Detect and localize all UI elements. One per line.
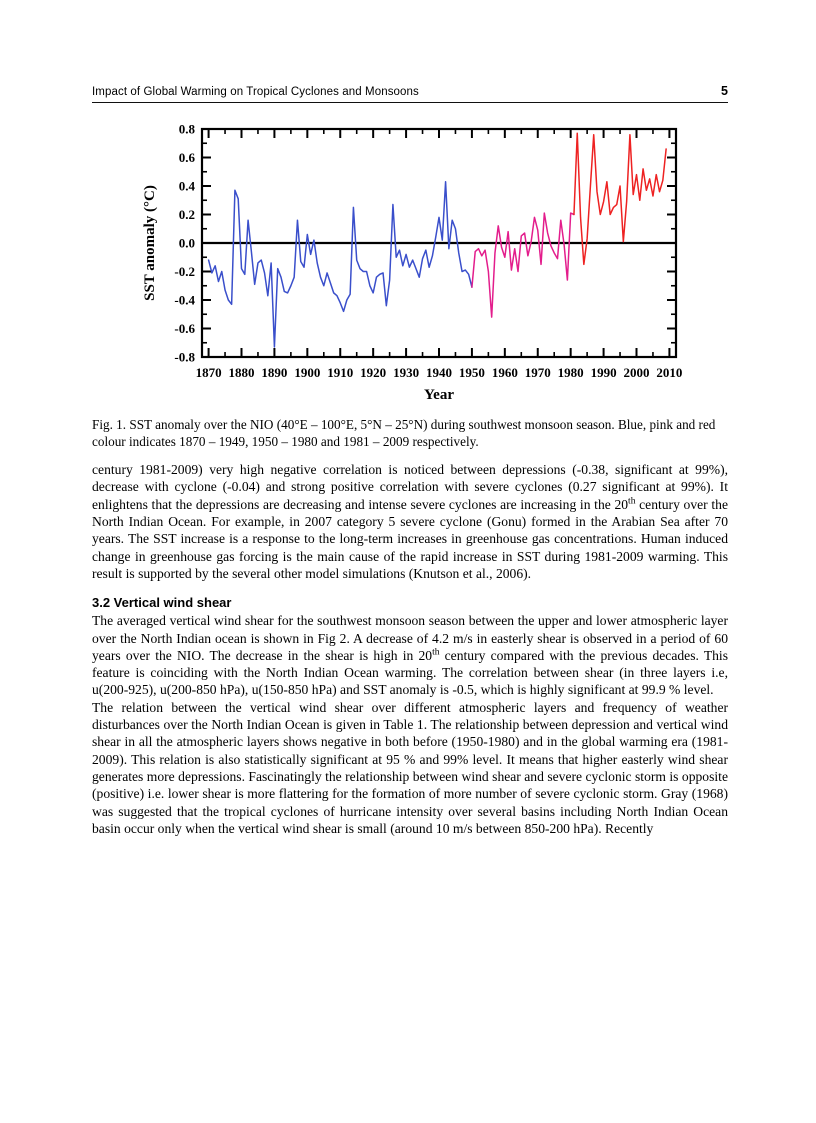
- x-tick-label: 1890: [261, 365, 288, 380]
- x-tick-label: 1880: [228, 365, 255, 380]
- paragraph-correlation: [92, 461, 728, 582]
- x-tick-label: 1960: [491, 365, 518, 380]
- y-tick-label: -0.6: [174, 321, 195, 337]
- ordinal-suffix-1: th: [628, 496, 636, 507]
- x-tick-label: 1940: [426, 365, 452, 380]
- running-header: [92, 84, 728, 103]
- y-tick-label: 0.2: [178, 207, 195, 223]
- paragraph-2-text-a: The averaged vertical wind shear for the southwest monsoon season between the upper and lower atmospheric layer over the North Indian ocean is shown in Fig 2. A decrease of 4.2 m/s in easterly shear is observed in a period of 60 years over the NIO. The decrease in the shear is high in 20: [92, 613, 728, 663]
- x-tick-label: 2000: [623, 365, 650, 380]
- header-title: Impact of Global Warming on Tropical Cyclones and Monsoons: [92, 86, 419, 98]
- y-tick-label: -0.4: [174, 292, 195, 308]
- page-number: 5: [720, 84, 728, 98]
- x-tick-label: 1990: [590, 365, 617, 380]
- figure-caption: Fig. 1. SST anomaly over the NIO (40°E – 100°E, 5°N – 25°N) during southwest monsoon season. Blue, pink and red colour indicates 1870 – 1949, 1950 – 1980 and 1981 – 2009 respectively.: [92, 417, 716, 449]
- x-tick-label: 1970: [524, 365, 551, 380]
- section-heading-vertical-wind-shear: 3.2 Vertical wind shear: [92, 595, 232, 611]
- sst-anomaly-chart: [130, 117, 690, 407]
- y-tick-label: 0.4: [178, 178, 195, 194]
- y-axis-title: SST anomaly (°C): [142, 185, 158, 301]
- ordinal-suffix-2: th: [432, 647, 440, 658]
- y-tick-label: -0.8: [174, 349, 195, 365]
- paragraph-1-text-b: century over the North Indian Ocean. For example, in 2007 category 5 severe cyclone (Gonu) formed in the Arabian Sea after 70 years. The SST increase is a response to the long-term increases in greenhouse gas concentrations. Human induced change in greenhouse gas forcing is the main cause of the rapid increase in SST during 1981-2009 warming. This result is supported by the several other model simulations (Knutson et al., 2006).: [92, 496, 728, 581]
- series-line-2: [472, 213, 574, 317]
- x-tick-label: 1980: [557, 365, 584, 380]
- x-tick-label: 1870: [195, 365, 222, 380]
- x-tick-label: 1900: [294, 365, 321, 380]
- figure-1: [92, 117, 728, 407]
- x-tick-label: 1930: [393, 365, 420, 380]
- x-axis-title: Year: [424, 387, 454, 403]
- x-tick-label: 1920: [360, 365, 387, 380]
- page-content: [92, 84, 728, 837]
- x-tick-label: 2010: [656, 365, 683, 380]
- paragraph-2-text-b: century compared with the previous decades. This feature is coinciding with the North Indian Ocean warming. The correlation between shear (in three layers i.e, u(200-925), u(200-850 hPa), u(150-850 hPa) and SST anomaly is -0.5, which is highly significant at 99.9 % level.: [92, 647, 728, 698]
- y-tick-label: 0.6: [178, 150, 195, 166]
- y-tick-label: -0.2: [174, 264, 195, 280]
- series-line-3: [574, 133, 666, 264]
- x-tick-label: 1950: [458, 365, 485, 380]
- series-line-1: [209, 182, 472, 347]
- y-tick-label: 0.0: [178, 235, 195, 251]
- paragraph-shear-relation: The relation between the vertical wind shear over different atmospheric layers and frequency of weather disturbances over the North Indian Ocean is given in Table 1. The relationship between depression and vertical wind shear in all the atmospheric layers shows negative in both before (1950-1980) and in the global warming era (1981-2009). This relation is also statistically significant at 95 % and 99% level. It means that higher easterly wind shear generates more depressions. Fascinatingly the relationship between wind shear and severe cyclonic storm is opposite (positive) i.e. lower shear is more flattering for the formation of more number of severe cyclonic storm. Gray (1968) was suggested that the tropical cyclones of hurricane intensity over several basins including North Indian Ocean basin occur only when the vertical wind shear is small (around 10 m/s between 850-200 hPa). Recently: [92, 699, 728, 836]
- paragraph-1-text-a: century 1981-2009) very high negative correlation is noticed between depressions (-0.38, significant at 99%), decrease with cyclone (-0.04) and strong positive correlation with severe cyclones (0.27 significant at 99%). It enlightens that the depressions are decreasing and intense severe cyclones are increasing in the 20: [92, 462, 728, 512]
- y-tick-label: 0.8: [178, 121, 195, 137]
- x-tick-label: 1910: [327, 365, 354, 380]
- paragraph-wind-shear: [92, 612, 728, 698]
